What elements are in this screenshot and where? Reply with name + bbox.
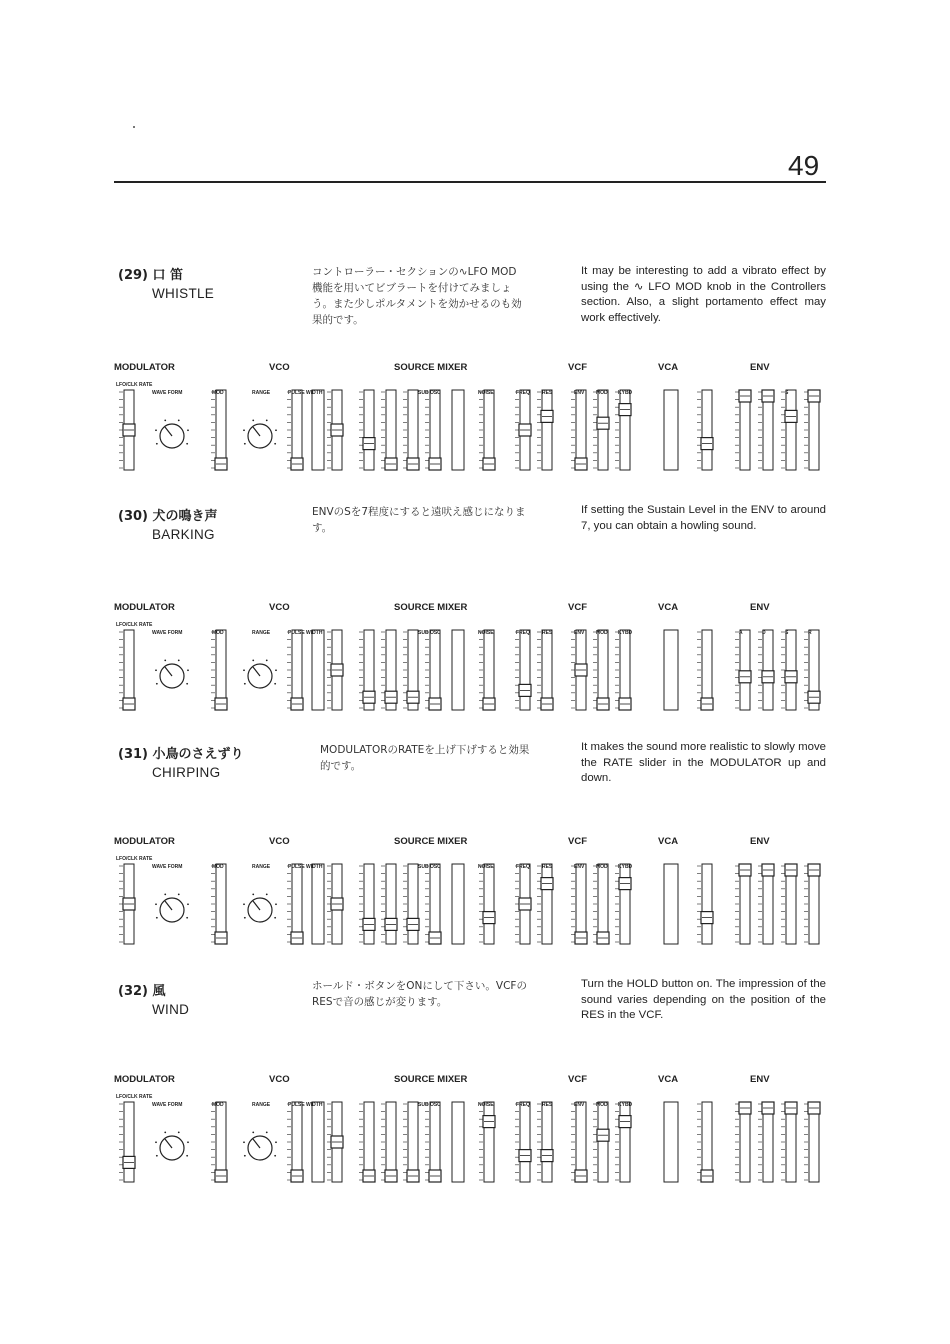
sub-osc-label: SUB OSC (418, 630, 441, 636)
mod-label: MOD (212, 1102, 224, 1108)
noise-label: NOISE (478, 630, 494, 636)
freq-slider[interactable] (520, 630, 530, 710)
vcf-mod-label: MOD (596, 864, 608, 870)
attack-label: A (739, 630, 743, 636)
patch-number: (30) (118, 509, 148, 524)
mixer-slider-1[interactable] (364, 390, 374, 470)
patch-description-en: It may be interesting to add a vibrato effect by using the ∿ LFO MOD knob in the Controllers section. Also, a slight portamento effect may work effectively. (581, 265, 826, 324)
env-label: ENV (750, 602, 770, 613)
sustain-slider[interactable] (786, 630, 796, 710)
modulator-label: MODULATOR (114, 1074, 175, 1085)
patch-name-en: BARKING (152, 527, 215, 542)
mixer-slider-2[interactable] (386, 864, 396, 944)
env-label: ENV (750, 362, 770, 373)
patch-name-en: WHISTLE (152, 286, 215, 301)
freq-label: FREQ (516, 1102, 530, 1108)
res-slider[interactable] (542, 864, 552, 944)
patch-number: (29) (118, 268, 148, 283)
vca-mode-slider[interactable] (702, 390, 712, 470)
freq-label: FREQ (516, 864, 530, 870)
source-mixer-label: SOURCE MIXER (394, 836, 468, 847)
mod-label: MOD (212, 864, 224, 870)
source-mixer-label: SOURCE MIXER (394, 362, 468, 373)
patch-description-en: It makes the sound more realistic to slowly move the RATE slider in the MODULATOR up and down. (581, 741, 826, 785)
noise-slider[interactable] (484, 864, 494, 944)
pw-mode-switch[interactable] (312, 390, 324, 470)
res-label: RES (542, 1102, 553, 1108)
mixer-slider-3[interactable] (408, 864, 418, 944)
pulse-width-label: PULSE WIDTH (288, 630, 323, 636)
vca-mode-slider[interactable] (702, 864, 712, 944)
sustain-slider[interactable] (786, 390, 796, 470)
header-rule (114, 181, 826, 183)
mod-label: MOD (212, 390, 224, 396)
patch-name-en: WIND (152, 1002, 190, 1017)
vcf-mod-slider[interactable] (598, 1102, 608, 1182)
vca-label: VCA (658, 602, 679, 613)
wave-form-label: WAVE FORM (152, 1102, 183, 1108)
page-number: 49 (788, 150, 820, 181)
lfo-rate-label: LFO/CLK RATE (116, 622, 153, 628)
panel-diagram (112, 832, 828, 964)
sub-osc-switch[interactable] (452, 390, 464, 470)
pulse-width-label: PULSE WIDTH (288, 390, 323, 396)
vco-label: VCO (269, 836, 290, 847)
modulator-label: MODULATOR (114, 602, 175, 613)
noise-label: NOISE (478, 1102, 494, 1108)
kybd-slider[interactable] (620, 1102, 630, 1182)
range-label: RANGE (252, 864, 271, 870)
vca-label: VCA (658, 1074, 679, 1085)
env-mod-label: ENV (574, 630, 585, 636)
synth-panel (112, 358, 828, 490)
env-mod-label: ENV (574, 864, 585, 870)
modulator-label: MODULATOR (114, 362, 175, 373)
speck (133, 126, 135, 128)
patch-name-jp: 犬の鳴き声 (152, 509, 218, 524)
vcf-mod-label: MOD (596, 390, 608, 396)
env-label: ENV (750, 836, 770, 847)
sub-osc-switch[interactable] (452, 1102, 464, 1182)
vcf-mod-label: MOD (596, 1102, 608, 1108)
env-mod-label: ENV (574, 390, 585, 396)
vcf-mod-label: MOD (596, 630, 608, 636)
noise-label: NOISE (478, 390, 494, 396)
pulse-width-label: PULSE WIDTH (288, 1102, 323, 1108)
vcf-mod-slider[interactable] (598, 390, 608, 470)
vcf-label: VCF (568, 362, 587, 373)
vca-switch[interactable] (664, 630, 678, 710)
patch-name-jp: 口 笛 (152, 268, 184, 283)
freq-label: FREQ (516, 630, 530, 636)
sub-osc-label: SUB OSC (418, 1102, 441, 1108)
vcf-label: VCF (568, 602, 587, 613)
freq-label: FREQ (516, 390, 530, 396)
attack-slider[interactable] (740, 630, 750, 710)
patch-description-jp: ENVのSを7程度にすると遠吠え感じになります。 (312, 506, 526, 534)
patch-description-en: If setting the Sustain Level in the ENV to around 7, you can obtain a howling sound. (581, 504, 826, 532)
wave-form-label: WAVE FORM (152, 390, 183, 396)
mixer-slider-1[interactable] (364, 864, 374, 944)
synth-panel (112, 598, 828, 730)
patch-number: (32) (118, 984, 148, 999)
sustain-label: S (785, 630, 789, 636)
patch-description-jp: ホールド・ボタンをONにして下さい。VCFのRESで音の感じが変ります。 (312, 980, 527, 1008)
pw-mode-switch[interactable] (312, 864, 324, 944)
range-label: RANGE (252, 1102, 271, 1108)
patch-description-en: Turn the HOLD button on. The impression of the sound varies depending on the position of the RES in the VCF. (581, 978, 826, 1022)
sub-osc-label: SUB OSC (418, 864, 441, 870)
lfo-rate-label: LFO/CLK RATE (116, 1094, 153, 1100)
kybd-label: KYBD (618, 864, 633, 870)
res-label: RES (542, 864, 553, 870)
wave-form-label: WAVE FORM (152, 630, 183, 636)
patch-name-jp: 風 (152, 984, 166, 999)
sub-osc-switch[interactable] (452, 864, 464, 944)
noise-label: NOISE (478, 864, 494, 870)
lfo-rate-label: LFO/CLK RATE (116, 382, 153, 388)
range-label: RANGE (252, 390, 271, 396)
pw-mode-switch[interactable] (312, 630, 324, 710)
vca-switch[interactable] (664, 864, 678, 944)
range-label: RANGE (252, 630, 271, 636)
decay-label: D (762, 630, 766, 636)
freq-slider[interactable] (520, 1102, 530, 1182)
env-mod-label: ENV (574, 1102, 585, 1108)
vca-label: VCA (658, 362, 679, 373)
env-label: ENV (750, 1074, 770, 1085)
patch-heading (118, 505, 218, 542)
vca-label: VCA (658, 836, 679, 847)
patch-description-jp: コントローラー・セクションの∿LFO MOD 機能を用いてビブラートを付けてみましょう。また少しポルタメントを効かせるのも効果的です。 (312, 266, 522, 326)
source-mixer-label: SOURCE MIXER (394, 602, 468, 613)
vca-switch[interactable] (664, 1102, 678, 1182)
mod-label: MOD (212, 630, 224, 636)
vco-label: VCO (269, 602, 290, 613)
patch-name-en: CHIRPING (152, 765, 221, 780)
vcf-label: VCF (568, 836, 587, 847)
release-label: R (808, 630, 812, 636)
lfo-rate-label: LFO/CLK RATE (116, 856, 153, 862)
decay-slider[interactable] (763, 630, 773, 710)
res-label: RES (542, 630, 553, 636)
patch-heading (118, 980, 189, 1017)
sub-osc-label: SUB OSC (418, 390, 441, 396)
patch-name-jp: 小鳥のさえずり (152, 747, 244, 762)
source-mixer-label: SOURCE MIXER (394, 1074, 468, 1085)
kybd-label: KYBD (618, 1102, 633, 1108)
patch-heading (118, 264, 214, 301)
res-label: RES (542, 390, 553, 396)
kybd-slider[interactable] (620, 390, 630, 470)
res-slider[interactable] (542, 1102, 552, 1182)
panel-diagram (112, 358, 828, 490)
kybd-slider[interactable] (620, 864, 630, 944)
pw-mode-switch[interactable] (312, 1102, 324, 1182)
vcf-label: VCF (568, 1074, 587, 1085)
modulator-label: MODULATOR (114, 836, 175, 847)
synth-panel (112, 1070, 828, 1202)
vco-label: VCO (269, 362, 290, 373)
kybd-label: KYBD (618, 390, 633, 396)
sustain-label: S (785, 390, 789, 396)
res-slider[interactable] (542, 390, 552, 470)
synth-panel (112, 832, 828, 964)
panel-diagram (112, 1070, 828, 1202)
vca-switch[interactable] (664, 390, 678, 470)
kybd-label: KYBD (618, 630, 633, 636)
pulse-width-label: PULSE WIDTH (288, 864, 323, 870)
patch-number: (31) (118, 747, 148, 762)
wave-form-label: WAVE FORM (152, 864, 183, 870)
lfo-rate-slider[interactable] (124, 1102, 134, 1182)
sub-osc-switch[interactable] (452, 630, 464, 710)
vco-label: VCO (269, 1074, 290, 1085)
noise-slider[interactable] (484, 1102, 494, 1182)
patch-heading (118, 743, 244, 780)
panel-diagram (112, 598, 828, 730)
patch-description-jp: MODULATORのRATEを上げ下げすると効果的です。 (320, 744, 530, 772)
